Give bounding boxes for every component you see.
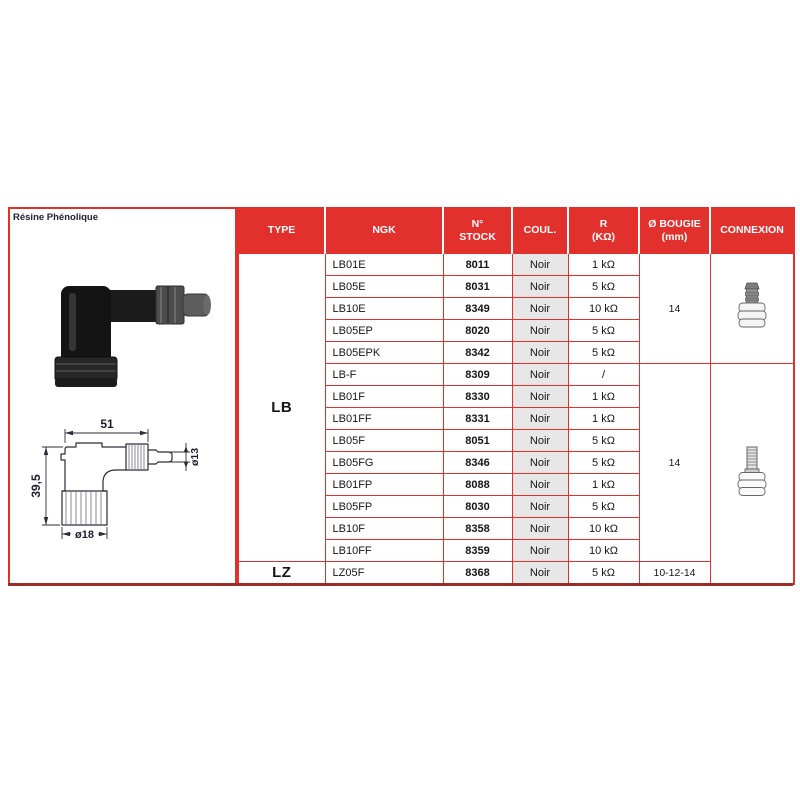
header-bougie-diameter: Ø BOUGIE (mm) xyxy=(639,208,710,254)
resistance-cell: 1 kΩ xyxy=(568,474,639,496)
coul-cell: Noir xyxy=(512,430,568,452)
resistance-cell: 1 kΩ xyxy=(568,254,639,276)
stock-cell: 8309 xyxy=(443,364,512,386)
table-header-row xyxy=(238,208,794,254)
stock-cell: 8368 xyxy=(443,562,512,585)
header-connexion: CONNEXION xyxy=(710,208,794,254)
table-row xyxy=(238,254,794,276)
stock-cell: 8031 xyxy=(443,276,512,298)
resistance-cell: 1 kΩ xyxy=(568,408,639,430)
ngk-cell: LB01F xyxy=(325,386,443,408)
type-cell: LZ xyxy=(238,562,325,585)
stock-cell: 8342 xyxy=(443,342,512,364)
coul-cell: Noir xyxy=(512,518,568,540)
ngk-cell: LB10E xyxy=(325,298,443,320)
ngk-cell: LB05F xyxy=(325,430,443,452)
coul-cell: Noir xyxy=(512,364,568,386)
bougie-cell: 14 xyxy=(639,254,710,364)
resistance-cell: 5 kΩ xyxy=(568,342,639,364)
table-header xyxy=(238,208,794,254)
connexion-cell xyxy=(710,254,794,364)
terminal-nut-icon xyxy=(734,280,770,334)
stock-cell: 8020 xyxy=(443,320,512,342)
coul-cell: Noir xyxy=(512,474,568,496)
spark-plug-cap-photo xyxy=(44,281,216,393)
stock-cell: 8330 xyxy=(443,386,512,408)
threaded-stud-icon xyxy=(734,445,770,499)
resistance-cell: 5 kΩ xyxy=(568,452,639,474)
resistance-cell: 10 kΩ xyxy=(568,298,639,320)
connexion-cell xyxy=(710,364,794,585)
header-resistance: R (KΩ) xyxy=(568,208,639,254)
header-type: TYPE xyxy=(238,208,325,254)
stock-cell: 8359 xyxy=(443,540,512,562)
ngk-cell: LB01E xyxy=(325,254,443,276)
ngk-cell: LB05EPK xyxy=(325,342,443,364)
bougie-cell: 14 xyxy=(639,364,710,562)
product-table xyxy=(237,207,795,585)
dimension-drawing xyxy=(18,399,224,545)
ngk-cell: LB01FP xyxy=(325,474,443,496)
stock-cell: 8358 xyxy=(443,518,512,540)
resistance-cell: 10 kΩ xyxy=(568,540,639,562)
stock-cell: 8088 xyxy=(443,474,512,496)
coul-cell: Noir xyxy=(512,408,568,430)
coul-cell: Noir xyxy=(512,342,568,364)
elbow-cap-diagram-icon xyxy=(18,399,224,545)
ngk-cell: LB05E xyxy=(325,276,443,298)
resistance-cell: 5 kΩ xyxy=(568,276,639,298)
ngk-cell: LB10F xyxy=(325,518,443,540)
ngk-cell: LB-F xyxy=(325,364,443,386)
ngk-cell: LB01FF xyxy=(325,408,443,430)
header-coul: COUL. xyxy=(512,208,568,254)
header-stock: N° STOCK xyxy=(443,208,512,254)
coul-cell: Noir xyxy=(512,452,568,474)
material-label: Résine Phénolique xyxy=(13,212,98,223)
type-cell: LB xyxy=(238,254,325,562)
header-ngk: NGK xyxy=(325,208,443,254)
coul-cell: Noir xyxy=(512,298,568,320)
stock-cell: 8346 xyxy=(443,452,512,474)
resistance-cell: 5 kΩ xyxy=(568,562,639,585)
coul-cell: Noir xyxy=(512,496,568,518)
stock-cell: 8011 xyxy=(443,254,512,276)
product-panel xyxy=(8,207,237,585)
dimension-base-label: ø18 xyxy=(75,529,94,541)
coul-cell: Noir xyxy=(512,320,568,342)
dimension-width-label: 51 xyxy=(100,417,114,431)
coul-cell: Noir xyxy=(512,276,568,298)
bottom-rule xyxy=(8,583,793,586)
dimension-tip-label: ø13 xyxy=(189,447,201,467)
stock-cell: 8030 xyxy=(443,496,512,518)
resistance-cell: 5 kΩ xyxy=(568,496,639,518)
product-table-body xyxy=(238,254,794,585)
ngk-cell: LB10FF xyxy=(325,540,443,562)
ngk-cell: LB05EP xyxy=(325,320,443,342)
stock-cell: 8349 xyxy=(443,298,512,320)
ngk-cell: LB05FP xyxy=(325,496,443,518)
coul-cell: Noir xyxy=(512,386,568,408)
coul-cell: Noir xyxy=(512,562,568,585)
ngk-cell: LZ05F xyxy=(325,562,443,585)
stock-cell: 8331 xyxy=(443,408,512,430)
resistance-cell: / xyxy=(568,364,639,386)
resistance-cell: 10 kΩ xyxy=(568,518,639,540)
resistance-cell: 1 kΩ xyxy=(568,386,639,408)
stock-cell: 8051 xyxy=(443,430,512,452)
ngk-cell: LB05FG xyxy=(325,452,443,474)
resistance-cell: 5 kΩ xyxy=(568,320,639,342)
coul-cell: Noir xyxy=(512,540,568,562)
coul-cell: Noir xyxy=(512,254,568,276)
dimension-height-label: 39,5 xyxy=(29,474,43,498)
resistance-cell: 5 kΩ xyxy=(568,430,639,452)
bougie-cell: 10-12-14 xyxy=(639,562,710,585)
elbow-cap-photo-icon xyxy=(44,281,216,393)
